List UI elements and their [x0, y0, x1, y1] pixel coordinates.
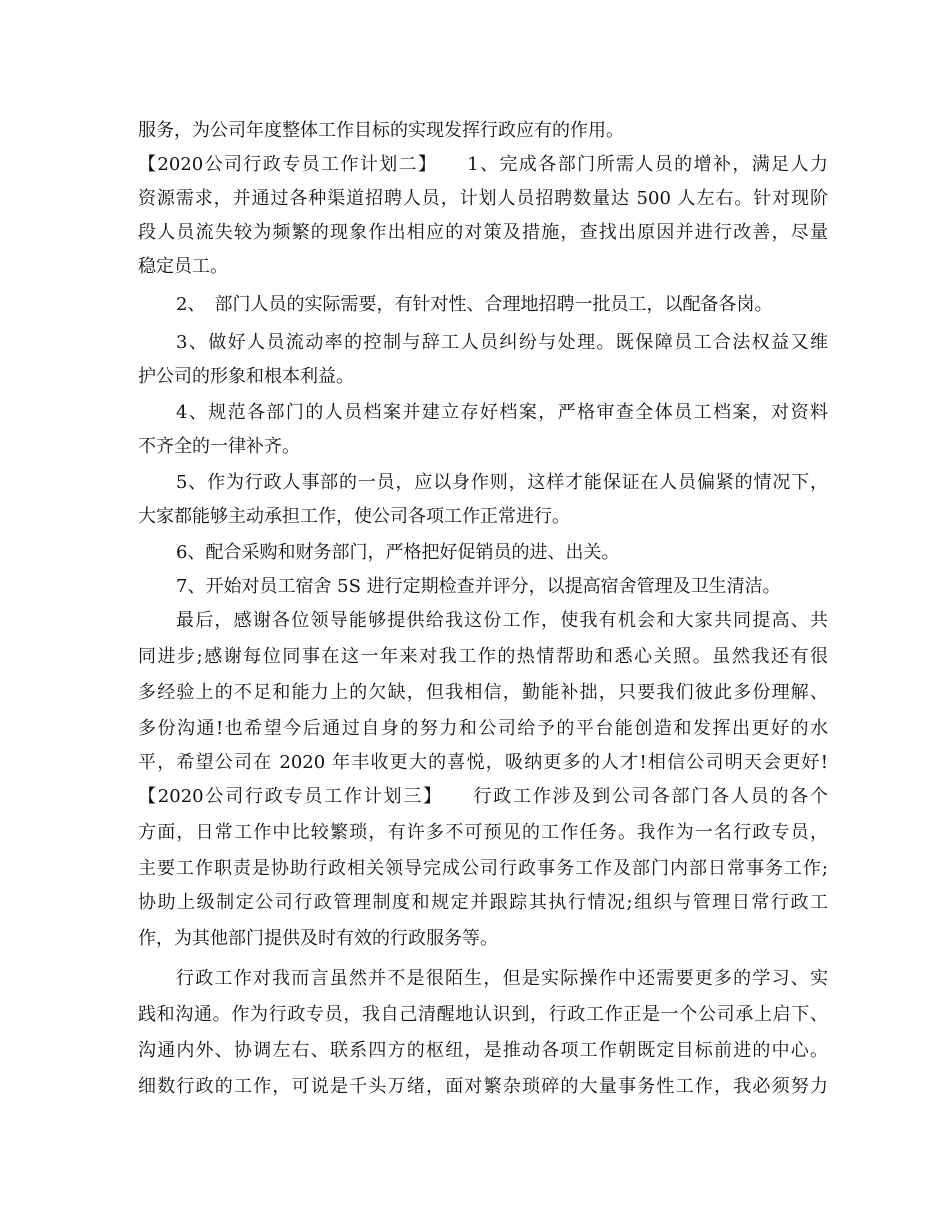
text-line: 段人员流失较为频繁的现象作出相应的对策及措施，查找出原因并进行改善，尽量 [138, 222, 828, 243]
list-item-line: 6、配合采购和财务部门，严格把好促销员的进、出关。 [176, 542, 620, 563]
text-line: 平，希望公司在 2020 年丰收更大的喜悦，吸纳更多的人才!相信公司明天会更好! [138, 752, 828, 773]
text-line: 不齐全的一律补齐。 [138, 436, 300, 457]
paragraph-line: 最后，感谢各位领导能够提供给我这份工作，使我有机会和大家共同提高、共 [176, 610, 828, 631]
text-line: 作，为其他部门提供及时有效的行政服务等。 [138, 928, 498, 949]
text-line: 协助上级制定公司行政管理制度和规定并跟踪其执行情况;组织与管理日常行政工 [138, 892, 828, 913]
list-item-line: 7、开始对员工宿舍 5S 进行定期检查并评分，以提高宿舍管理及卫生清洁。 [176, 576, 781, 597]
text-line: 同进步;感谢每位同事在这一年来对我工作的热情帮助和悉心关照。虽然我还有很 [138, 646, 828, 667]
text-line: 稳定员工。 [138, 256, 228, 277]
paragraph-line: 行政工作对我而言虽然并不是很陌生，但是实际操作中还需要更多的学习、实 [176, 968, 828, 989]
text-line: 资源需求，并通过各种渠道招聘人员，计划人员招聘数量达 500 人左右。针对现阶 [138, 188, 828, 209]
list-item-line: 4、规范各部门的人员档案并建立存好档案，严格审查全体员工档案，对资料 [176, 402, 828, 423]
text-line: 大家都能够主动承担工作，使公司各项工作正常进行。 [138, 506, 570, 527]
text-line: 主要工作职责是协助行政相关领导完成公司行政事务工作及部门内部日常事务工作; [138, 858, 828, 879]
text-line: 细数行政的工作，可说是千头万绪，面对繁杂琐碎的大量事务性工作，我必须努力 [138, 1076, 828, 1097]
text-line: 方面，日常工作中比较繁琐，有许多不可预见的工作任务。我作为一名行政专员， [138, 822, 828, 843]
section-heading-line: 【2020公司行政专员工作计划三】 行政工作涉及到公司各部门各人员的各个 [138, 786, 828, 807]
text-line: 多份沟通!也希望今后通过自身的努力和公司给予的平台能创造和发挥出更好的水 [138, 718, 828, 739]
text-line: 沟通内外、协调左右、联系四方的枢纽，是推动各项工作朝既定目标前进的中心。 [138, 1040, 828, 1061]
list-item-line: 5、作为行政人事部的一员，应以身作则，这样才能保证在人员偏紧的情况下， [176, 472, 828, 493]
text-line: 服务，为公司年度整体工作目标的实现发挥行政应有的作用。 [138, 120, 624, 141]
text-line: 多经验上的不足和能力上的欠缺，但我相信，勤能补拙，只要我们彼此多份理解、 [138, 682, 828, 703]
list-item-line: 2、 部门人员的实际需要，有针对性、合理地招聘一批员工，以配备各岗。 [176, 294, 773, 315]
section-heading-line: 【2020公司行政专员工作计划二】 1、完成各部门所需人员的增补，满足人力 [138, 154, 828, 175]
text-line: 践和沟通。作为行政专员，我自己清醒地认识到，行政工作正是一个公司承上启下、 [138, 1004, 828, 1025]
text-line: 护公司的形象和根本利益。 [138, 366, 354, 387]
list-item-line: 3、做好人员流动率的控制与辞工人员纠纷与处理。既保障员工合法权益又维 [176, 332, 828, 353]
